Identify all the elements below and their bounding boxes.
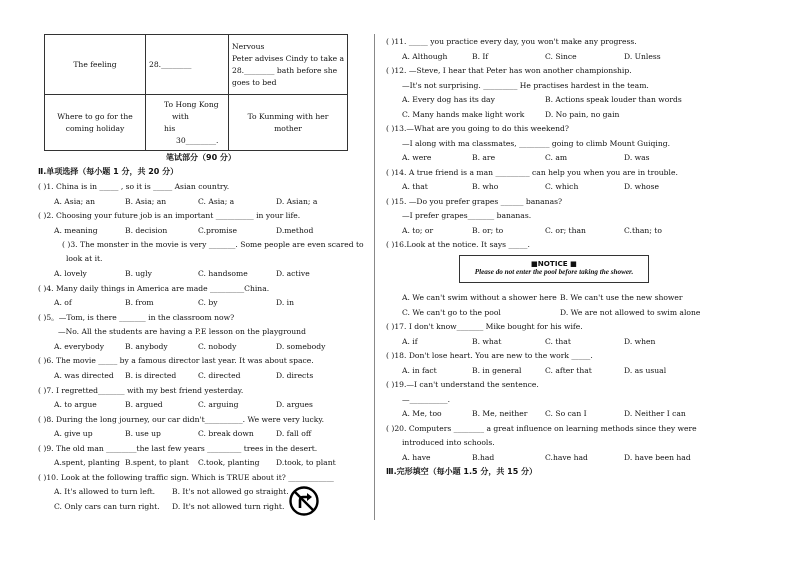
question-line: D. active bbox=[276, 269, 310, 278]
question-line: ( )18. Don't lose heart. You are new to the work _____. bbox=[386, 351, 593, 360]
question-line: ( )13.—What are you going to do this weekend? bbox=[386, 124, 569, 133]
question-line: A. give up bbox=[54, 429, 93, 438]
question-line: D. somebody bbox=[276, 342, 326, 351]
question-line: A. of bbox=[54, 298, 72, 307]
question-line: D. argues bbox=[276, 400, 313, 409]
question-line: B. or; to bbox=[472, 226, 504, 235]
question-line: B. anybody bbox=[125, 342, 168, 351]
question-line: ( )17. I don't know_______ Mike bought for his wife. bbox=[386, 322, 583, 331]
question-line: C. Many hands make light work bbox=[402, 110, 525, 119]
question-line: D.method bbox=[276, 226, 314, 235]
table-cell: The feeling bbox=[45, 35, 146, 95]
question-line: C. or; than bbox=[545, 226, 586, 235]
question-line: ( )16.Look at the notice. It says _____. bbox=[386, 240, 530, 249]
question-line: C.have had bbox=[545, 453, 588, 462]
question-line: B. Actions speak louder than words bbox=[545, 95, 682, 104]
question-line: ( )3. The monster in the movie is very _______. Some people are even scared to bbox=[62, 240, 364, 249]
question-line: C.promise bbox=[198, 226, 238, 235]
table-cell: 28.________ bbox=[146, 35, 229, 95]
question-line: ( )2. Choosing your future job is an important __________ in your life. bbox=[38, 211, 301, 220]
question-line: A. in fact bbox=[402, 366, 437, 375]
question-line: B. use up bbox=[125, 429, 161, 438]
question-line: D. directs bbox=[276, 371, 314, 380]
question-line: A. to; or bbox=[402, 226, 434, 235]
table-text: Where to go for the bbox=[57, 111, 133, 121]
question-line: ( )19.—I can't understand the sentence. bbox=[386, 380, 539, 389]
question-line: C. by bbox=[198, 298, 218, 307]
question-line: ( )8. During the long journey, our car didn't__________. We were very lucky. bbox=[38, 415, 325, 424]
question-line: ( )4. Many daily things in America are made _________China. bbox=[38, 284, 270, 293]
question-line: D. Unless bbox=[624, 52, 661, 61]
question-line: ( )1. China is in _____ , so it is _____ Asian country. bbox=[38, 182, 230, 191]
question-line: A.spent, planting bbox=[54, 458, 120, 467]
question-line: A. lovely bbox=[54, 269, 87, 278]
question-line: B. Me, neither bbox=[472, 409, 528, 418]
question-line: D. have been had bbox=[624, 453, 691, 462]
question-line: A. have bbox=[402, 453, 431, 462]
question-line: D. as usual bbox=[624, 366, 667, 375]
no-right-turn-sign-icon bbox=[289, 486, 319, 516]
table-text: To Hong Kong bbox=[164, 99, 219, 109]
question-line: —I prefer grapes_______ bananas. bbox=[402, 211, 532, 220]
table-text: mother bbox=[274, 123, 302, 133]
question-line: D. We are not allowed to swim alone bbox=[560, 308, 701, 317]
question-line: C. arguing bbox=[198, 400, 239, 409]
question-line: B. ugly bbox=[125, 269, 152, 278]
notice-heading: ■NOTICE ■ bbox=[531, 259, 577, 268]
table-text: goes to bed bbox=[232, 77, 277, 87]
written-part-title: 笔试部分（90 分） bbox=[166, 153, 236, 162]
question-line: B. is directed bbox=[125, 371, 177, 380]
table-text: his bbox=[164, 123, 176, 133]
question-line: B.had bbox=[472, 453, 495, 462]
question-line: C.than; to bbox=[624, 226, 662, 235]
question-line: B. decision bbox=[125, 226, 168, 235]
question-line: D. whose bbox=[624, 182, 659, 191]
section3-title: Ⅲ.完形填空（每小题 1.5 分，共 15 分） bbox=[386, 467, 538, 476]
question-line: A. everybody bbox=[54, 342, 105, 351]
question-line: ( )9. The old man ________the last few years _________ trees in the desert. bbox=[38, 444, 318, 453]
info-table bbox=[44, 34, 348, 151]
question-line: B. We can't use the new shower bbox=[560, 293, 683, 302]
question-line: A. It's allowed to turn left. bbox=[54, 487, 156, 496]
question-line: A. meaning bbox=[54, 226, 98, 235]
question-line: B. If bbox=[472, 52, 489, 61]
question-line: ( )6. The movie _____ by a famous director last year. It was about space. bbox=[38, 356, 314, 365]
question-line: ( )20. Computers ________ a great influence on learning methods since they were bbox=[386, 424, 697, 433]
table-cell bbox=[146, 95, 229, 151]
question-line: —I along with ma classmates, ________ going to climb Mount Guiqing. bbox=[402, 139, 671, 148]
question-line: A. Although bbox=[402, 52, 448, 61]
question-line: B.spent, to plant bbox=[125, 458, 189, 467]
question-line: C. break down bbox=[198, 429, 254, 438]
section2-title: Ⅱ.单项选择（每小题 1 分，共 20 分） bbox=[38, 167, 179, 176]
question-line: C.took, planting bbox=[198, 458, 260, 467]
question-line: A. were bbox=[402, 153, 432, 162]
table-text: with bbox=[172, 111, 189, 121]
question-line: C. directed bbox=[198, 371, 241, 380]
question-line: A. if bbox=[402, 337, 418, 346]
notice-body: Please do not enter the pool before taking the shower. bbox=[474, 268, 634, 276]
question-line: C. handsome bbox=[198, 269, 248, 278]
question-line: D. Neither I can bbox=[624, 409, 686, 418]
question-line: C. Since bbox=[545, 52, 577, 61]
question-line: B. what bbox=[472, 337, 502, 346]
question-line: look at it. bbox=[66, 254, 103, 263]
question-line: —No. All the students are having a P.E lesson on the playground bbox=[58, 327, 306, 336]
question-line: introduced into schools. bbox=[402, 438, 495, 447]
table-cell bbox=[229, 95, 348, 151]
question-line: A. to argue bbox=[54, 400, 97, 409]
question-line: A. that bbox=[402, 182, 428, 191]
table-text: To Kunming with her bbox=[247, 111, 329, 121]
question-line: C. that bbox=[545, 337, 571, 346]
question-line: D. fall off bbox=[276, 429, 312, 438]
question-line: B. It's not allowed go straight. bbox=[172, 487, 289, 496]
question-line: C. Only cars can turn right. bbox=[54, 502, 160, 511]
table-text: Peter advises Cindy to take a bbox=[232, 53, 345, 63]
table-cell bbox=[229, 35, 348, 95]
question-line: ( )5。—Tom, is there _______ in the classroom now? bbox=[38, 313, 235, 322]
question-line: ( )12. —Steve, I hear that Peter has won another championship. bbox=[386, 66, 632, 75]
question-line: D. Asian; a bbox=[276, 197, 318, 206]
question-line: C. am bbox=[545, 153, 568, 162]
question-line: C. which bbox=[545, 182, 579, 191]
notice-box bbox=[459, 255, 649, 283]
question-line: A. We can't swim without a shower here bbox=[402, 293, 557, 302]
question-line: B. argued bbox=[125, 400, 163, 409]
question-line: A. Me, too bbox=[402, 409, 442, 418]
question-line: ( )11. _____ you practice every day, you won't make any progress. bbox=[386, 37, 637, 46]
question-line: B. Asia; an bbox=[125, 197, 167, 206]
question-line: D. in bbox=[276, 298, 294, 307]
question-line: D. when bbox=[624, 337, 656, 346]
question-line: D. It's not allowed turn right. bbox=[172, 502, 285, 511]
table-text: 30________. bbox=[176, 135, 219, 145]
table-text: Nervous bbox=[232, 41, 265, 51]
question-line: ( )10. Look at the following traffic sign. Which is TRUE about it? ____________ bbox=[38, 473, 334, 482]
question-line: —__________. bbox=[402, 395, 450, 404]
question-line: A. was directed bbox=[54, 371, 114, 380]
question-line: D.took, to plant bbox=[276, 458, 336, 467]
question-line: —It's not surprising. _________ He practises hardest in the team. bbox=[402, 81, 649, 90]
question-line: C. So can I bbox=[545, 409, 587, 418]
question-line: C. nobody bbox=[198, 342, 237, 351]
question-line: ( )7. I regretted_______ with my best friend yesterday. bbox=[38, 386, 244, 395]
table-text: coming holiday bbox=[65, 123, 125, 133]
question-line: B. from bbox=[125, 298, 154, 307]
table-text: 28.________ bath before she bbox=[232, 65, 338, 75]
question-line: D. was bbox=[624, 153, 650, 162]
question-line: B. who bbox=[472, 182, 499, 191]
question-line: ( )14. A true friend is a man _________ can help you when you are in trouble. bbox=[386, 168, 678, 177]
question-line: A. Asia; an bbox=[54, 197, 96, 206]
question-line: B. are bbox=[472, 153, 496, 162]
question-line: C. after that bbox=[545, 366, 592, 375]
table-cell bbox=[45, 95, 146, 151]
question-line: A. Every dog has its day bbox=[402, 95, 495, 104]
question-line: C. Asia; a bbox=[198, 197, 235, 206]
question-line: B. in general bbox=[472, 366, 522, 375]
question-line: ( )15. —Do you prefer grapes ______ bananas? bbox=[386, 197, 563, 206]
question-line: D. No pain, no gain bbox=[545, 110, 620, 119]
question-line: C. We can't go to the pool bbox=[402, 308, 501, 317]
column-divider bbox=[374, 34, 375, 520]
